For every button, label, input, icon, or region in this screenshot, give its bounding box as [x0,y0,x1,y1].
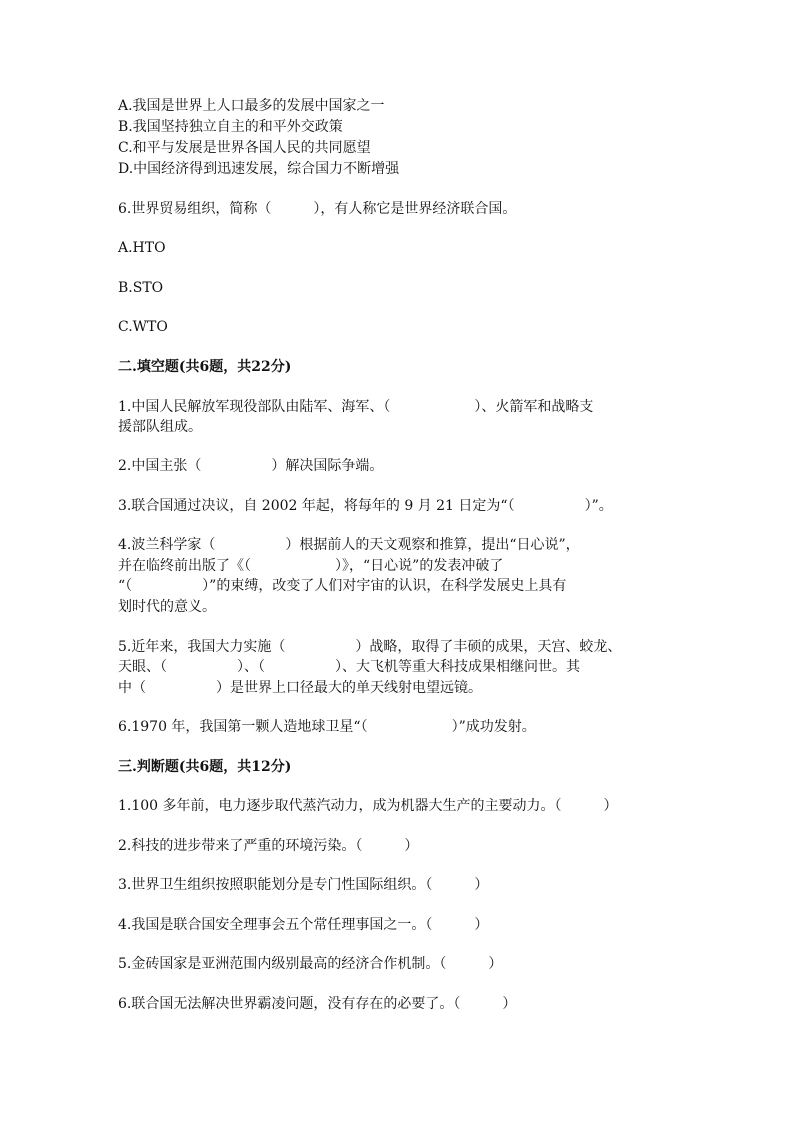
option-c-prev: C.和平与发展是世界各国人民的共同愿望 [118,140,371,156]
fill-item-4-line-4: 划时代的意义。 [118,599,216,615]
fill-item-4-line-3: “（ ）”的束缚，改变了人们对宇宙的认识，在科学发展史上具有 [118,578,567,594]
fill-item-4-line-2: 并在临终前出版了《（ ）》，“日心说”的发表冲破了 [118,558,504,574]
option-d-prev: D.中国经济得到迅速发展，综合国力不断增强 [118,161,400,177]
judge-item-2: 2.科技的进步带来了严重的环境污染。（ ） [118,838,419,854]
fill-item-5-line-2: 天眼、（ ）、（ ）、大飞机等重大科技成果相继问世。其 [118,659,580,675]
option-a-prev: A.我国是世界上人口最多的发展中国家之一 [118,98,385,114]
question-6-option-b: B.STO [118,280,164,296]
fill-item-6: 6.1970 年，我国第一颗人造地球卫星“（ ）”成功发射。 [118,719,536,735]
fill-item-4-line-1: 4.波兰科学家（ ）根据前人的天文观察和推算，提出“日心说”， [118,537,580,553]
fill-item-5-line-3: 中（ ）是世界上口径最大的单天线射电望远镜。 [118,680,482,696]
fill-item-1-line-2: 援部队组成。 [118,419,202,435]
judge-item-4: 4.我国是联合国安全理事会五个常任理事国之一。（ ） [118,917,489,933]
question-6-stem: 6.世界贸易组织，简称（ ），有人称它是世界经济联合国。 [118,201,517,217]
fill-item-1-line-1: 1.中国人民解放军现役部队由陆军、海军、（ ）、火箭军和战略支 [118,399,594,415]
section-3-heading: 三.判断题(共6题，共12分) [118,759,292,775]
fill-item-2: 2.中国主张（ ）解决国际争端。 [118,458,384,474]
judge-item-6: 6.联合国无法解决世界霸凌问题，没有存在的必要了。（ ） [118,996,517,1012]
option-b-prev: B.我国坚持独立自主的和平外交政策 [118,119,343,135]
judge-item-1: 1.100 多年前，电力逐步取代蒸汽动力，成为机器大生产的主要动力。（ ） [118,798,618,814]
judge-item-3: 3.世界卫生组织按照职能划分是专门性国际组织。（ ） [118,877,489,893]
fill-item-3: 3.联合国通过决议，自 2002 年起，将每年的 9 月 21 日定为“（ ）”。 [118,498,613,514]
question-6-option-a: A.HTO [118,240,166,256]
judge-item-5: 5.金砖国家是亚洲范围内级别最高的经济合作机制。（ ） [118,956,503,972]
fill-item-5-line-1: 5.近年来，我国大力实施（ ）战略，取得了丰硕的成果，天宫、蛟龙、 [118,639,622,655]
question-6-option-c: C.WTO [118,319,168,335]
section-2-heading: 二.填空题(共6题，共22分) [118,359,292,375]
